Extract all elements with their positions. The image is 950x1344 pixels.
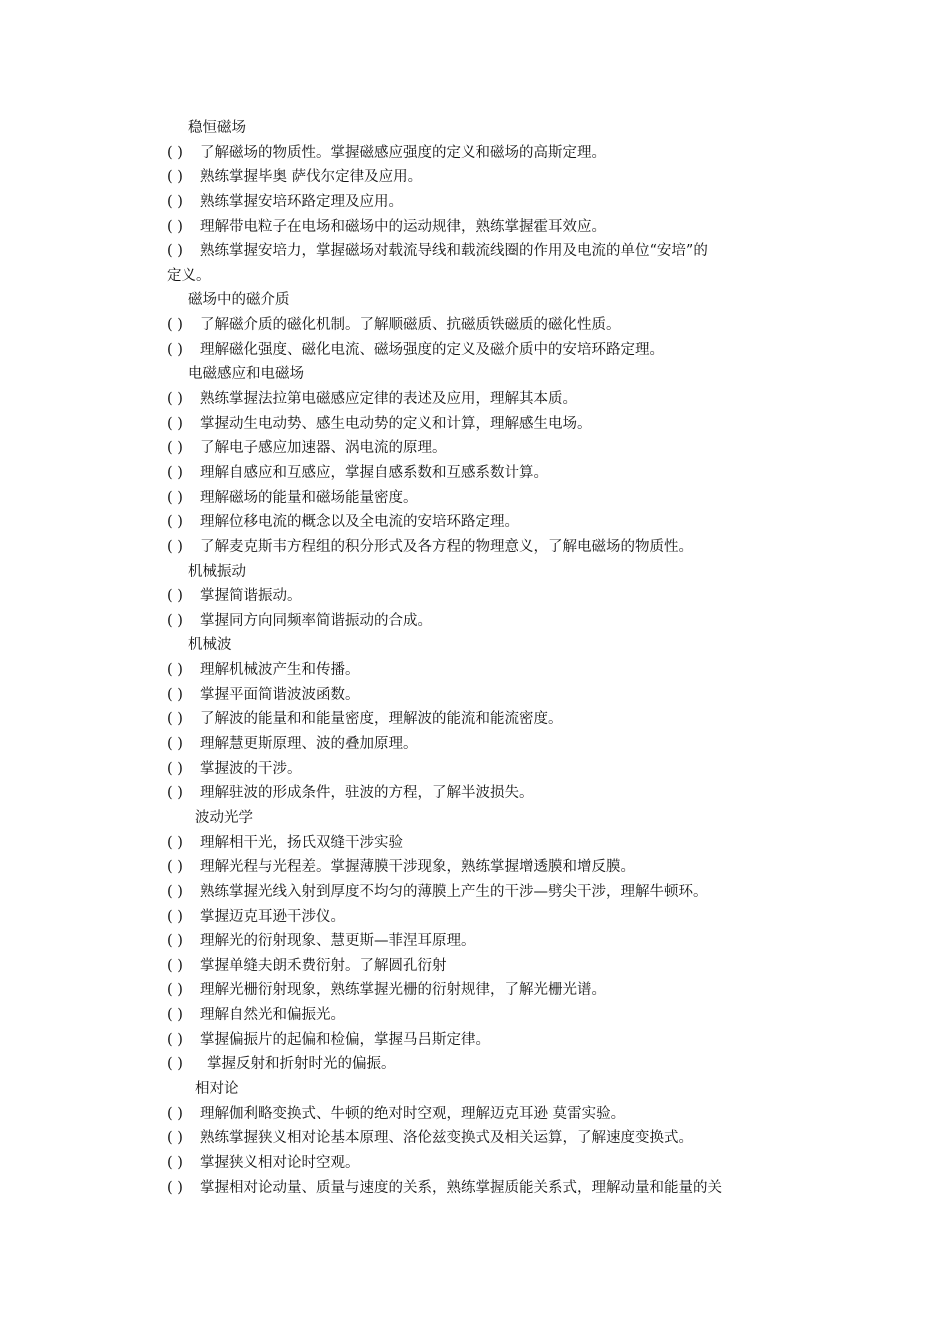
blank-parentheses: ( ) xyxy=(167,957,183,974)
blank-parentheses: ( ) xyxy=(167,785,183,802)
list-item xyxy=(0,1176,950,1201)
list-item xyxy=(0,436,950,461)
item-text: 熟练掌握毕奥 萨伐尔定律及应用。 xyxy=(200,169,423,186)
section-heading: 机械振动 xyxy=(188,563,246,580)
blank-parentheses: ( ) xyxy=(167,1105,183,1122)
section-heading: 相对论 xyxy=(195,1080,239,1097)
list-item xyxy=(0,658,950,683)
list-item xyxy=(0,215,950,240)
blank-parentheses: ( ) xyxy=(167,440,183,457)
item-text: 理解光栅衍射现象，熟练掌握光栅的衍射规律，了解光栅光谱。 xyxy=(200,982,606,999)
item-text: 理解带电粒子在电场和磁场中的运动规律，熟练掌握霍耳效应。 xyxy=(200,218,606,235)
blank-parentheses: ( ) xyxy=(167,711,183,728)
blank-parentheses: ( ) xyxy=(167,243,183,260)
list-item xyxy=(0,855,950,880)
blank-parentheses: ( ) xyxy=(167,538,183,555)
blank-parentheses: ( ) xyxy=(167,514,183,531)
list-item xyxy=(0,781,950,806)
item-text: 理解光程与光程差。掌握薄膜干涉现象，熟练掌握增透膜和增反膜。 xyxy=(200,859,635,876)
blank-parentheses: ( ) xyxy=(167,218,183,235)
list-item xyxy=(0,929,950,954)
list-item xyxy=(0,880,950,905)
blank-parentheses: ( ) xyxy=(167,686,183,703)
item-text: 理解伽利略变换式、牛顿的绝对时空观，理解迈克耳逊 莫雷实验。 xyxy=(200,1105,626,1122)
list-item xyxy=(0,1126,950,1151)
section-heading: 稳恒磁场 xyxy=(188,120,246,136)
blank-parentheses: ( ) xyxy=(167,1031,183,1048)
blank-parentheses: ( ) xyxy=(167,341,183,358)
list-item xyxy=(0,732,950,757)
item-text: 熟练掌握安培环路定理及应用。 xyxy=(200,193,403,210)
item-text: 理解磁化强度、磁化电流、磁场强度的定义及磁介质中的安培环路定理。 xyxy=(200,341,664,358)
list-item xyxy=(0,313,950,338)
section-heading: 磁场中的磁介质 xyxy=(188,292,290,309)
item-text: 了解磁介质的磁化机制。了解顺磁质、抗磁质铁磁质的磁化性质。 xyxy=(200,317,621,334)
list-item xyxy=(0,461,950,486)
blank-parentheses: ( ) xyxy=(167,834,183,851)
item-text: 熟练掌握光线入射到厚度不均匀的薄膜上产生的干涉—劈尖干涉，理解牛顿环。 xyxy=(200,883,708,900)
list-item xyxy=(0,1003,950,1028)
list-item xyxy=(0,387,950,412)
list-item xyxy=(0,165,950,190)
item-continuation: 定义。 xyxy=(167,267,211,284)
blank-parentheses: ( ) xyxy=(167,883,183,900)
blank-parentheses: ( ) xyxy=(167,859,183,876)
list-item xyxy=(0,707,950,732)
item-text: 掌握动生电动势、感生电动势的定义和计算，理解感生电场。 xyxy=(200,415,592,432)
list-item xyxy=(0,412,950,437)
list-item xyxy=(0,954,950,979)
blank-parentheses: ( ) xyxy=(167,662,183,679)
blank-parentheses: ( ) xyxy=(167,415,183,432)
item-text: 了解磁场的物质性。掌握磁感应强度的定义和磁场的高斯定理。 xyxy=(200,144,606,161)
list-item xyxy=(0,757,950,782)
item-text: 理解相干光，扬氏双缝干涉实验 xyxy=(200,834,403,851)
item-text: 理解驻波的形成条件，驻波的方程，了解半波损失。 xyxy=(200,785,534,802)
item-text: 掌握狭义相对论时空观。 xyxy=(200,1154,360,1171)
section-heading: 波动光学 xyxy=(195,809,253,826)
item-text: 熟练掌握安培力，掌握磁场对载流导线和载流线圈的作用及电流的单位“安培”的 xyxy=(200,243,708,260)
item-text: 掌握迈克耳逊干涉仪。 xyxy=(200,908,345,925)
item-text: 熟练掌握狭义相对论基本原理、洛伦兹变换式及相关运算，了解速度变换式。 xyxy=(200,1130,693,1147)
blank-parentheses: ( ) xyxy=(167,1007,183,1024)
document-body xyxy=(0,116,950,1200)
list-item xyxy=(0,609,950,634)
list-item xyxy=(0,1052,950,1077)
item-text: 掌握偏振片的起偏和检偏，掌握马吕斯定律。 xyxy=(200,1031,490,1048)
item-text: 掌握波的干涉。 xyxy=(200,760,302,777)
item-text: 掌握简谐振动。 xyxy=(200,588,302,605)
list-item xyxy=(0,905,950,930)
item-text: 掌握同方向同频率简谐振动的合成。 xyxy=(200,612,432,629)
list-item xyxy=(0,1102,950,1127)
item-text: 理解光的衍射现象、慧更斯—菲涅耳原理。 xyxy=(200,933,476,950)
blank-parentheses: ( ) xyxy=(167,760,183,777)
blank-parentheses: ( ) xyxy=(167,982,183,999)
blank-parentheses: ( ) xyxy=(167,1056,183,1073)
item-text: 理解慧更斯原理、波的叠加原理。 xyxy=(200,736,418,753)
blank-parentheses: ( ) xyxy=(167,612,183,629)
list-item xyxy=(0,190,950,215)
blank-parentheses: ( ) xyxy=(167,1154,183,1171)
item-text: 掌握反射和折射时光的偏振。 xyxy=(207,1056,396,1073)
blank-parentheses: ( ) xyxy=(167,736,183,753)
list-item xyxy=(0,1028,950,1053)
blank-parentheses: ( ) xyxy=(167,1179,183,1196)
blank-parentheses: ( ) xyxy=(167,464,183,481)
item-text: 理解自然光和偏振光。 xyxy=(200,1007,345,1024)
item-text: 熟练掌握法拉第电磁感应定律的表述及应用，理解其本质。 xyxy=(200,391,577,408)
item-text: 了解波的能量和和能量密度，理解波的能流和能流密度。 xyxy=(200,711,563,728)
blank-parentheses: ( ) xyxy=(167,933,183,950)
blank-parentheses: ( ) xyxy=(167,391,183,408)
item-text: 了解电子感应加速器、涡电流的原理。 xyxy=(200,440,447,457)
list-item xyxy=(0,510,950,535)
item-text: 了解麦克斯韦方程组的积分形式及各方程的物理意义，了解电磁场的物质性。 xyxy=(200,538,693,555)
blank-parentheses: ( ) xyxy=(167,317,183,334)
blank-parentheses: ( ) xyxy=(167,1130,183,1147)
item-text: 理解磁场的能量和磁场能量密度。 xyxy=(200,489,418,506)
list-item xyxy=(0,535,950,560)
blank-parentheses: ( ) xyxy=(167,144,183,161)
item-text: 掌握单缝夫朗禾费衍射。了解圆孔衍射 xyxy=(200,957,447,974)
list-item xyxy=(0,239,950,264)
list-item xyxy=(0,978,950,1003)
section-heading: 机械波 xyxy=(188,637,232,654)
list-item xyxy=(0,338,950,363)
blank-parentheses: ( ) xyxy=(167,588,183,605)
list-item xyxy=(0,584,950,609)
section-heading: 电磁感应和电磁场 xyxy=(188,366,304,383)
blank-parentheses: ( ) xyxy=(167,489,183,506)
list-item xyxy=(0,486,950,511)
item-text: 掌握平面简谐波波函数。 xyxy=(200,686,360,703)
blank-parentheses: ( ) xyxy=(167,193,183,210)
blank-parentheses: ( ) xyxy=(167,169,183,186)
item-text: 掌握相对论动量、质量与速度的关系，熟练掌握质能关系式，理解动量和能量的关 xyxy=(200,1179,722,1196)
blank-parentheses: ( ) xyxy=(167,908,183,925)
item-text: 理解自感应和互感应，掌握自感系数和互感系数计算。 xyxy=(200,464,548,481)
list-item xyxy=(0,141,950,166)
item-text: 理解机械波产生和传播。 xyxy=(200,662,360,679)
list-item xyxy=(0,683,950,708)
item-text: 理解位移电流的概念以及全电流的安培环路定理。 xyxy=(200,514,519,531)
list-item xyxy=(0,1151,950,1176)
list-item xyxy=(0,831,950,856)
